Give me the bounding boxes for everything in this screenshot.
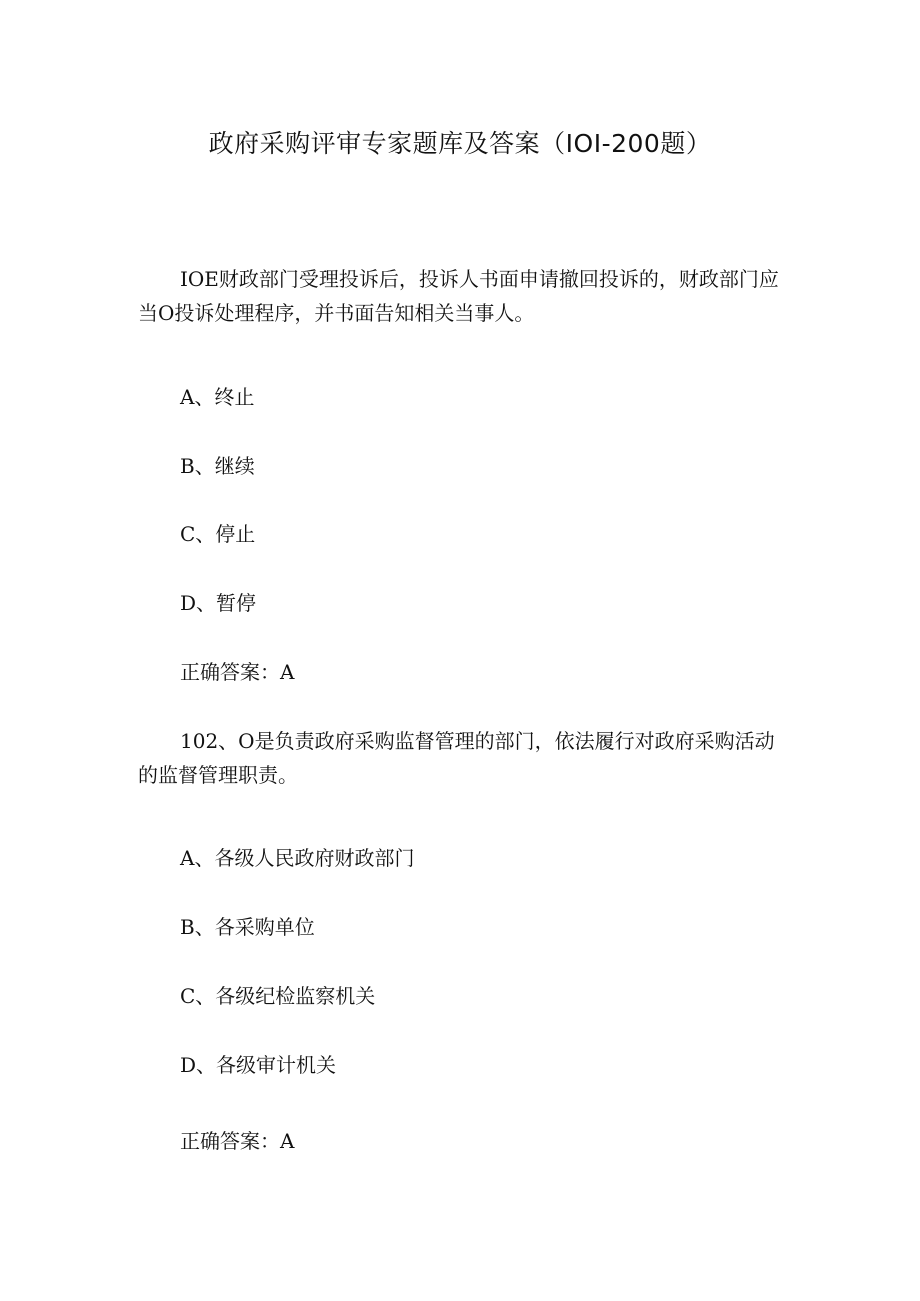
option-b: B、继续 xyxy=(180,454,255,478)
question-text: 102、O是负责政府采购监督管理的部门，依法履行对政府采购活动的监督管理职责。 xyxy=(138,729,775,787)
option-d: D、各级审计机关 xyxy=(180,1053,337,1077)
question-1 xyxy=(138,262,788,330)
answer: 正确答案：A xyxy=(180,1129,295,1153)
option-a: A、各级人民政府财政部门 xyxy=(180,846,415,870)
option-b: B、各采购单位 xyxy=(180,915,315,939)
option-d: D、暂停 xyxy=(180,591,257,615)
document-title: 政府采购评审专家题库及答案（IOI-200题） xyxy=(208,129,712,158)
answer: 正确答案：A xyxy=(180,660,295,684)
option-c: C、停止 xyxy=(180,522,256,546)
option-a: A、终止 xyxy=(180,385,255,409)
question-text: IOE财政部门受理投诉后，投诉人书面申请撤回投诉的，财政部门应当O投诉处理程序，并书面告知相关当事人。 xyxy=(138,267,779,325)
option-c: C、各级纪检监察机关 xyxy=(180,984,376,1008)
question-2 xyxy=(138,724,788,792)
